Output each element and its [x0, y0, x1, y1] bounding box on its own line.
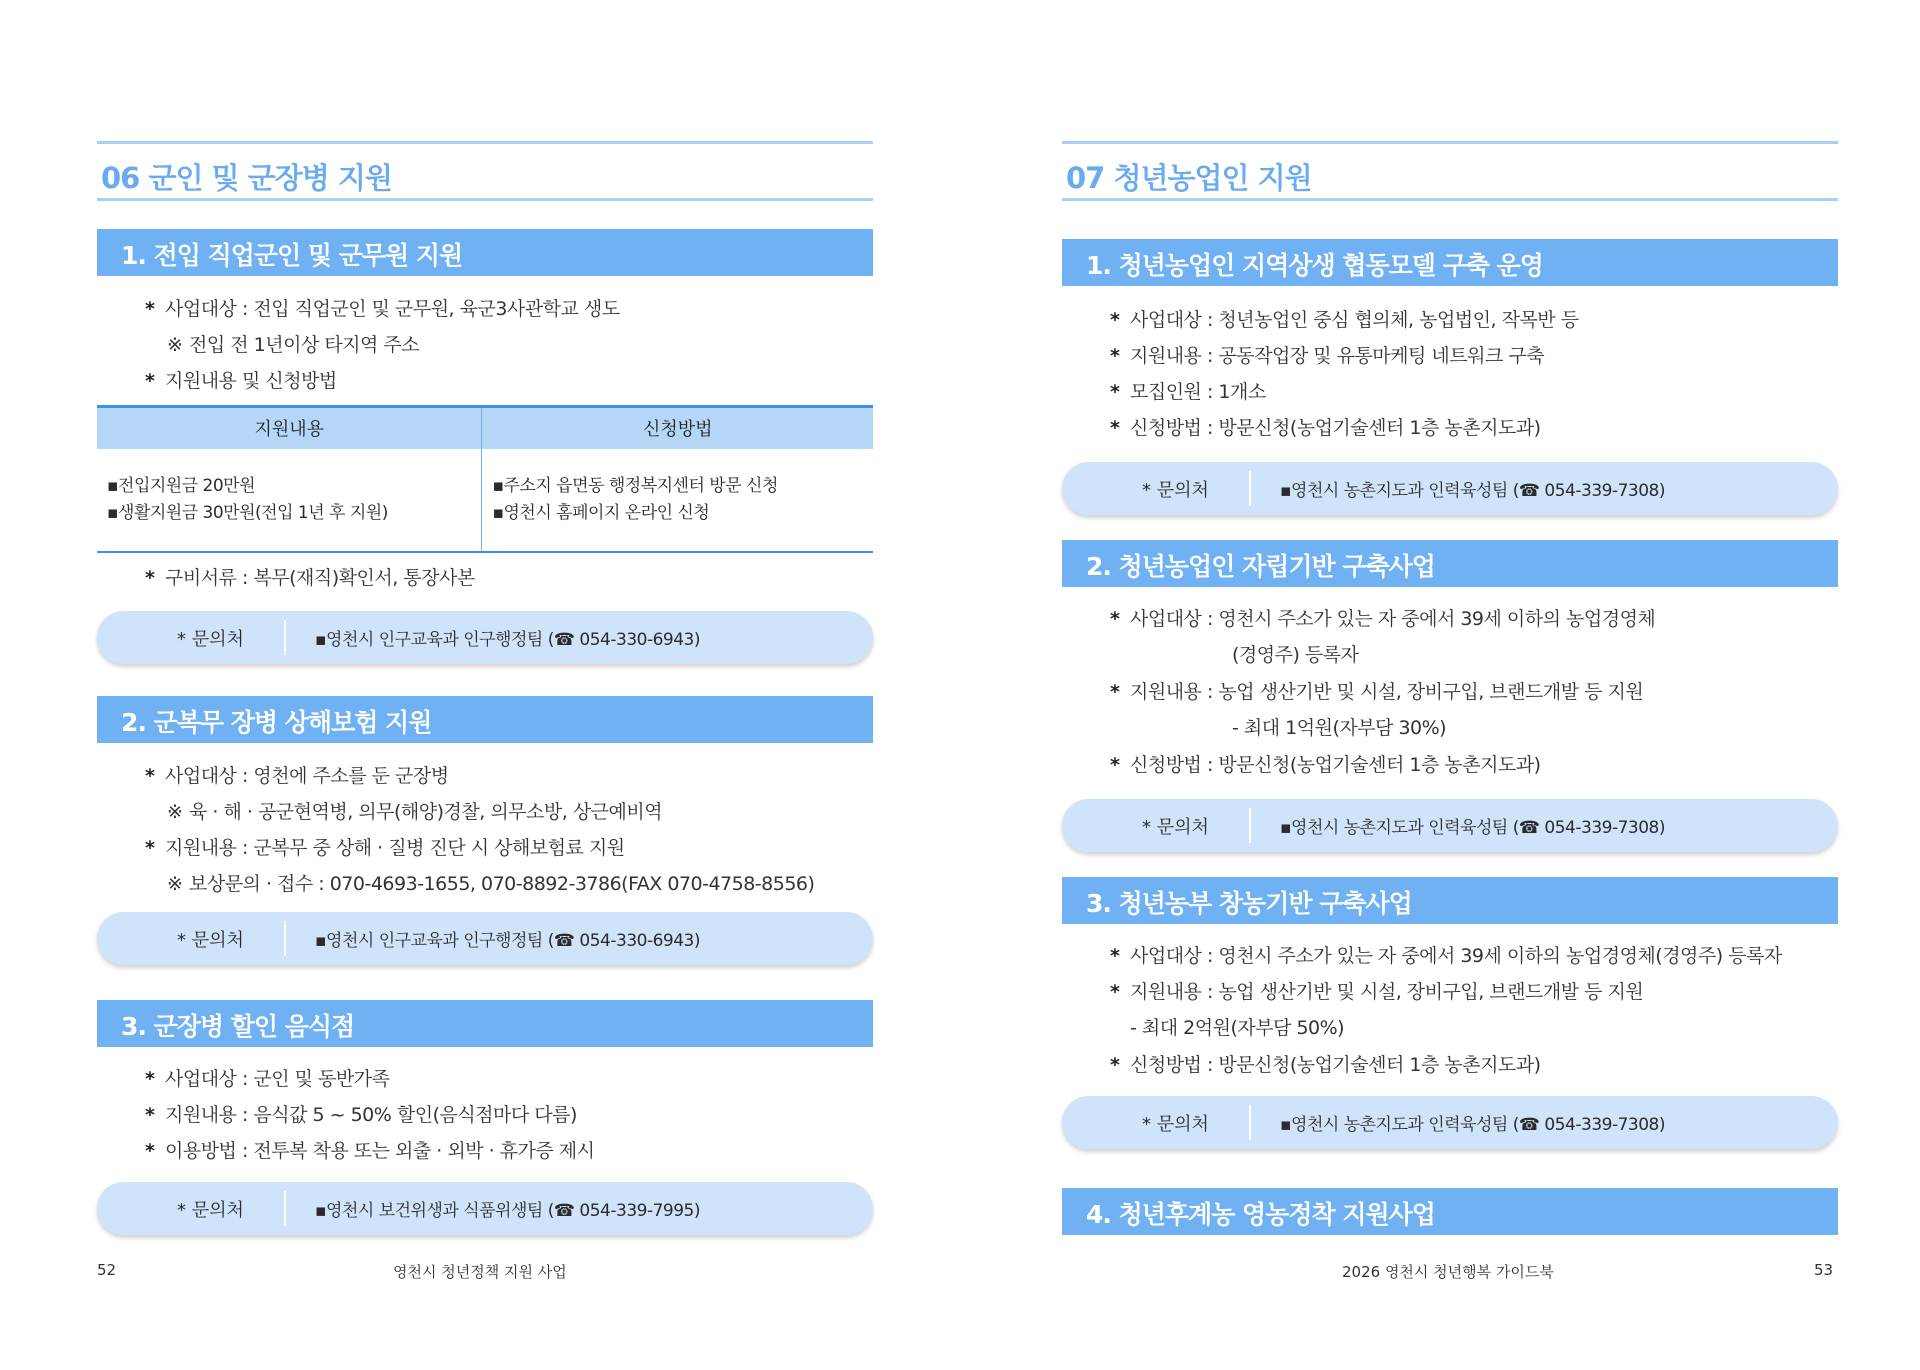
list-item: * 사업대상 : 영천에 주소를 둔 군장병: [145, 765, 449, 787]
bullet-star: *: [1110, 681, 1120, 703]
footer-title: 2026 영천시 청년행복 가이드북: [1342, 1263, 1554, 1281]
chapter-heading: [97, 141, 873, 201]
list-item-continued: (경영주) 등록자: [1232, 644, 1359, 666]
contact-text: ▪영천시 농촌지도과 인력육성팀 (☎ 054-339-7308): [1280, 1115, 1665, 1135]
list-item: * 신청방법 : 방문신청(농업기술센터 1층 농촌지도과): [1110, 754, 1541, 776]
chapter-title: 06 군인 및 군장병 지원: [101, 161, 392, 195]
section-heading: 1. 전입 직업군인 및 군무원 지원: [97, 229, 873, 276]
list-item: * 사업대상 : 영천시 주소가 있는 자 중에서 39세 이하의 농업경영체(경영주) 등록자: [1110, 945, 1782, 967]
bullet-star: *: [1110, 608, 1120, 630]
bullet-star: *: [1110, 1054, 1120, 1076]
divider: [1249, 471, 1251, 506]
list-item: * 지원내용 : 군복무 중 상해 · 질병 진단 시 상해보험료 지원: [145, 837, 625, 859]
note-item: ※ 육 · 해 · 공군현역병, 의무(해양)경찰, 의무소방, 상근예비역: [167, 801, 663, 823]
bullet-star: *: [1110, 754, 1120, 776]
right-page: [1062, 0, 1838, 1370]
bullet-star: *: [145, 1140, 155, 1162]
table-cell: ▪주소지 읍면동 행정복지센터 방문 신청 ▪영천시 홈페이지 온라인 신청: [482, 449, 873, 552]
bullet-star: *: [145, 837, 155, 859]
section-heading: 1. 청년농업인 지역상생 협동모델 구축 운영: [1062, 239, 1838, 286]
bullet-star: *: [145, 567, 155, 589]
list-item: * 구비서류 : 복무(재직)확인서, 통장사본: [145, 567, 475, 589]
list-item: * 지원내용 : 농업 생산기반 및 시설, 장비구입, 브랜드개발 등 지원: [1110, 681, 1644, 703]
divider: [1249, 1105, 1251, 1140]
contact-text: ▪영천시 인구교육과 인구행정팀 (☎ 054-330-6943): [315, 630, 700, 650]
note-item: ※ 보상문의 · 접수 : 070-4693-1655, 070-8892-3786(FAX 070-4758-8556): [167, 873, 815, 895]
divider: [284, 1191, 286, 1226]
contact-box: [97, 912, 873, 965]
list-item: * 신청방법 : 방문신청(농업기술센터 1층 농촌지도과): [1110, 1054, 1541, 1076]
divider: [284, 620, 286, 655]
table-cell: ▪전입지원금 20만원 ▪생활지원금 30만원(전입 1년 후 지원): [97, 449, 482, 552]
contact-text: ▪영천시 보건위생과 식품위생팀 (☎ 054-339-7995): [315, 1201, 700, 1221]
reference-mark-icon: ※: [167, 801, 183, 823]
reference-mark-icon: ※: [167, 873, 183, 895]
left-page: [97, 0, 873, 1370]
bullet-star: *: [1110, 417, 1120, 439]
section-heading: 3. 청년농부 창농기반 구축사업: [1062, 877, 1838, 924]
contact-box: [1062, 1096, 1838, 1149]
divider: [1249, 808, 1251, 843]
contact-box: [97, 1182, 873, 1235]
bullet-star: *: [145, 298, 155, 320]
list-item: * 사업대상 : 청년농업인 중심 협의체, 농업법인, 작목반 등: [1110, 309, 1579, 331]
list-item-continued: - 최대 2억원(자부담 50%): [1130, 1017, 1345, 1039]
support-table: [97, 405, 873, 553]
bullet-star: *: [1110, 981, 1120, 1003]
list-item: * 사업대상 : 영천시 주소가 있는 자 중에서 39세 이하의 농업경영체: [1110, 608, 1656, 630]
contact-text: ▪영천시 농촌지도과 인력육성팀 (☎ 054-339-7308): [1280, 818, 1665, 838]
bullet-star: *: [1110, 945, 1120, 967]
contact-label: * 문의처: [177, 930, 244, 951]
bullet-star: *: [1110, 345, 1120, 367]
list-item: * 사업대상 : 전입 직업군인 및 군무원, 육군3사관학교 생도: [145, 298, 620, 320]
contact-box: [1062, 799, 1838, 852]
list-item: * 지원내용 : 공동작업장 및 유통마케팅 네트워크 구축: [1110, 345, 1545, 367]
bullet-star: *: [145, 1068, 155, 1090]
bullet-star: *: [145, 370, 155, 392]
list-item: * 모집인원 : 1개소: [1110, 381, 1266, 403]
list-item: * 신청방법 : 방문신청(농업기술센터 1층 농촌지도과): [1110, 417, 1541, 439]
page-number: 53: [1814, 1261, 1834, 1279]
bullet-star: *: [145, 1104, 155, 1126]
note-item: ※ 전입 전 1년이상 타지역 주소: [167, 334, 420, 356]
chapter-heading: [1062, 141, 1838, 201]
contact-label: * 문의처: [177, 629, 244, 650]
bullet-star: *: [1110, 381, 1120, 403]
divider: [284, 921, 286, 956]
footer-title: 영천시 청년정책 지원 사업: [393, 1263, 567, 1281]
contact-box: [1062, 462, 1838, 515]
list-item: * 지원내용 및 신청방법: [145, 370, 337, 392]
contact-text: ▪영천시 농촌지도과 인력육성팀 (☎ 054-339-7308): [1280, 481, 1665, 501]
list-item-continued: - 최대 1억원(자부담 30%): [1232, 717, 1447, 739]
list-item: * 사업대상 : 군인 및 동반가족: [145, 1068, 390, 1090]
section-heading: 4. 청년후계농 영농정착 지원사업: [1062, 1188, 1838, 1235]
contact-box: [97, 611, 873, 664]
table-header: 지원내용: [97, 407, 482, 449]
bullet-star: *: [1110, 309, 1120, 331]
bullet-star: *: [145, 765, 155, 787]
table-header: 신청방법: [482, 407, 873, 449]
list-item: * 지원내용 : 농업 생산기반 및 시설, 장비구입, 브랜드개발 등 지원: [1110, 981, 1644, 1003]
chapter-title: 07 청년농업인 지원: [1066, 161, 1312, 195]
page-number: 52: [97, 1261, 117, 1279]
contact-label: * 문의처: [177, 1200, 244, 1221]
contact-label: * 문의처: [1142, 1114, 1209, 1135]
contact-text: ▪영천시 인구교육과 인구행정팀 (☎ 054-330-6943): [315, 931, 700, 951]
list-item: * 지원내용 : 음식값 5 ~ 50% 할인(음식점마다 다름): [145, 1104, 577, 1126]
reference-mark-icon: ※: [167, 334, 183, 356]
list-item: * 이용방법 : 전투복 착용 또는 외출 · 외박 · 휴가증 제시: [145, 1140, 595, 1162]
contact-label: * 문의처: [1142, 817, 1209, 838]
section-heading: 3. 군장병 할인 음식점: [97, 1000, 873, 1047]
contact-label: * 문의처: [1142, 480, 1209, 501]
section-heading: 2. 군복무 장병 상해보험 지원: [97, 696, 873, 743]
section-heading: 2. 청년농업인 자립기반 구축사업: [1062, 540, 1838, 587]
